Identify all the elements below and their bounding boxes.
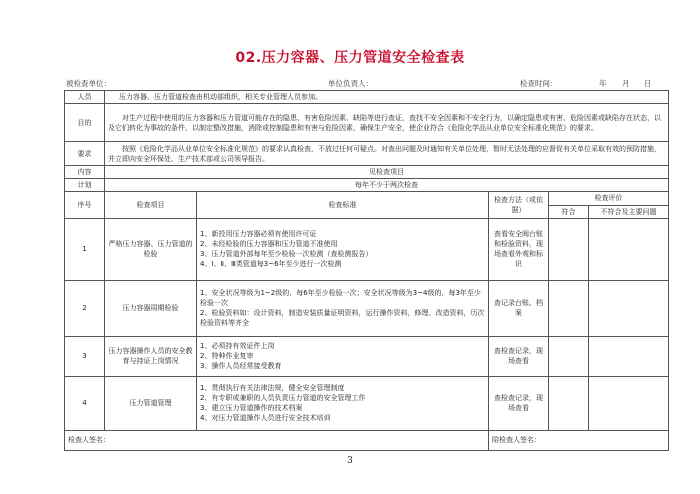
col-issues-header: 不符合及主要问题 xyxy=(589,205,669,218)
requirement-text: 按照《危险化学品从业单位安全标准化规范》的要求认真检查，不放过任何可疑点。对查出问题及时通知有关单位处理，暂时无法处理的应督促有关单位采取有效的预防措施，并立即向安全环保处、生产技术部或公司领导报告。 xyxy=(105,142,669,166)
col-item-header: 检查项目 xyxy=(105,192,197,218)
table-row xyxy=(65,218,669,280)
item-name: 压力容器操作人员的安全教育与持证上岗情况 xyxy=(105,336,197,376)
inspection-time-label: 检查时间： xyxy=(520,79,558,88)
item-name: 压力容器周期检验 xyxy=(105,280,197,336)
day-label: 日 xyxy=(644,79,652,88)
item-conform-cell[interactable] xyxy=(549,336,589,376)
content-row xyxy=(65,166,669,179)
requirement-label: 要求 xyxy=(65,142,105,166)
content-label: 内容 xyxy=(65,166,105,179)
table-row xyxy=(65,336,669,376)
item-issues-cell[interactable] xyxy=(589,376,669,430)
requirement-row xyxy=(65,142,669,166)
personnel-label: 人员 xyxy=(65,91,105,104)
item-standard: 1、安全状况等级为1~2级的，每6年至少检验一次；安全状况等级为3~4级的，每3年至少检验一次 2、检验资料如：设计资料，制造安装质量证明资料，运行操作资料，修理、改造资料，历次检验资料等齐全 xyxy=(197,280,489,336)
col-no-header: 序号 xyxy=(65,192,105,218)
item-method: 查检查记录，现场查看 xyxy=(489,376,549,430)
item-conform-cell[interactable] xyxy=(549,218,589,280)
table-row xyxy=(65,376,669,430)
col-conform-header: 符合 xyxy=(549,205,589,218)
inspection-table xyxy=(64,90,669,451)
item-issues-cell[interactable] xyxy=(589,280,669,336)
purpose-label: 目的 xyxy=(65,104,105,142)
item-name: 严格压力容器、压力管道的检验 xyxy=(105,218,197,280)
item-method: 查记录台账、档案 xyxy=(489,280,549,336)
purpose-text: 对生产过程中使用的压力容器和压力管道可能存在的隐患、有害危险因素、缺陷等进行查证，查找不安全因素和不安全行为，以确定隐患或有害、危险因素或缺陷存在状态，以及它们转化为事故的条件，以制定整改措施，消除或控制隐患和有害与危险因素，确保生产安全，使企业符合《危险化学品从业单位安全标准化规范》的要求。 xyxy=(105,104,669,142)
item-issues-cell[interactable] xyxy=(589,218,669,280)
item-conform-cell[interactable] xyxy=(549,280,589,336)
item-no: 3 xyxy=(65,336,105,376)
item-no: 2 xyxy=(65,280,105,336)
item-conform-cell[interactable] xyxy=(549,376,589,430)
personnel-text: 压力容器、压力管道检查由机动部组织，相关专业管理人员参加。 xyxy=(105,91,669,104)
item-no: 4 xyxy=(65,376,105,430)
item-name: 压力管道管理 xyxy=(105,376,197,430)
plan-label: 计划 xyxy=(65,179,105,192)
accompany-signature[interactable]: 陪检查人签名： xyxy=(489,430,669,450)
inspector-signature[interactable]: 检查人签名： xyxy=(65,430,489,450)
item-standard: 1、新投用压力容器必须有使用许可证 2、未经检验的压力容器和压力管道不准使用 3、压力管道外部每年至少检验一次检测（查检测报告） 4、Ⅰ、Ⅱ、Ⅲ类管道每3~6年至少进行一次检测 xyxy=(197,218,489,280)
item-method: 查检查记录，现场查看 xyxy=(489,336,549,376)
item-standard: 1、必须持有效证件上岗 2、特种作业复审 3、操作人员经常接受教育 xyxy=(197,336,489,376)
month-label: 月 xyxy=(622,79,630,88)
column-header-row xyxy=(65,192,669,205)
item-standard: 1、贯彻执行有关法律法规，健全安全管理制度 2、有专职或兼职的人员负责压力管道的安全管理工作 3、建立压力管道操作的技术档案 4、对压力管道操作人员进行安全技术培训 xyxy=(197,376,489,430)
item-no: 1 xyxy=(65,218,105,280)
content-text: 见检查项目 xyxy=(105,166,669,179)
unit-head-label: 单位负责人： xyxy=(328,79,373,88)
col-method-header: 检查方法（或依据） xyxy=(489,192,549,218)
table-row xyxy=(65,280,669,336)
signature-row xyxy=(65,430,669,450)
col-standard-header: 检查标准 xyxy=(197,192,489,218)
page-title: 02.压力容器、压力管道安全检查表 xyxy=(235,50,465,66)
page-number: 3 xyxy=(347,456,353,466)
personnel-row xyxy=(65,91,669,104)
col-evaluation-header: 检查评价 xyxy=(549,192,669,205)
inspected-unit-label: 被检查单位： xyxy=(66,79,111,88)
year-label: 年 xyxy=(599,79,607,88)
purpose-row xyxy=(65,104,669,142)
item-issues-cell[interactable] xyxy=(589,336,669,376)
plan-row xyxy=(65,179,669,192)
plan-text: 每年不少于两次检查 xyxy=(105,179,669,192)
item-method: 查看安全阀台账和检验资料，现场查看外观和标识 xyxy=(489,218,549,280)
